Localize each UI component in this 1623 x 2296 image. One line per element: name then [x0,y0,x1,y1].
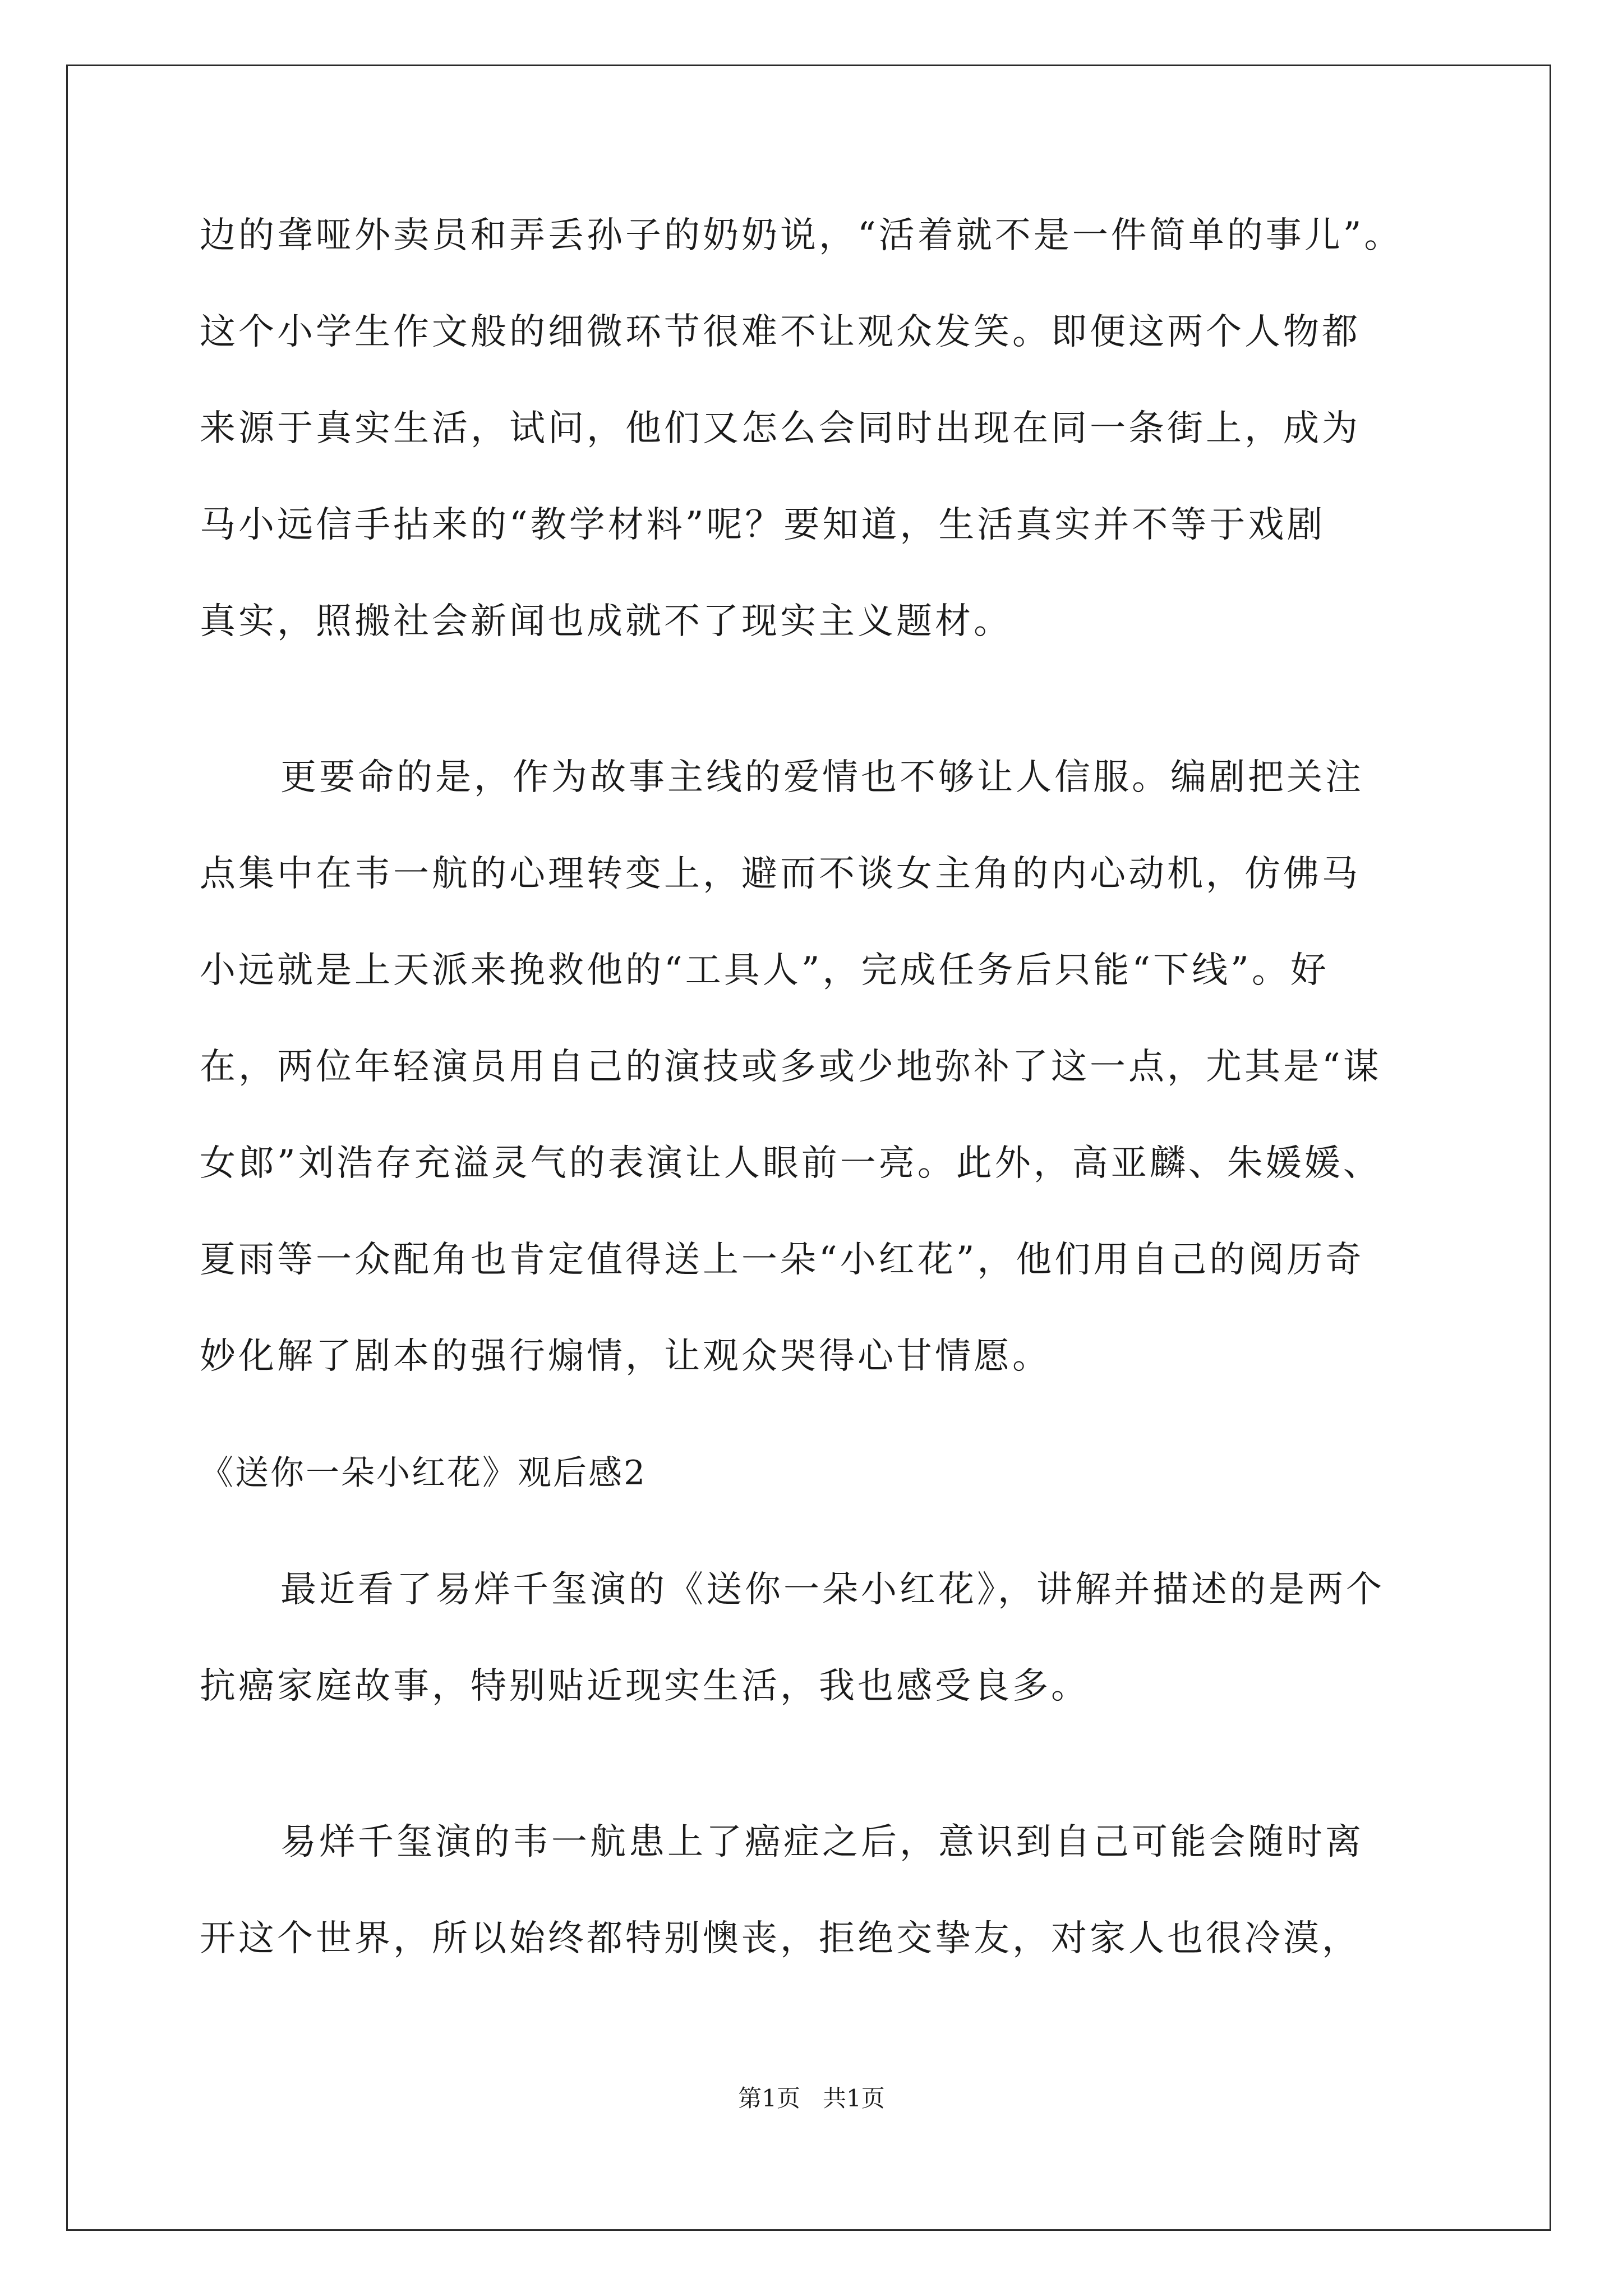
text-line: 开这个世界，所以始终都特别懊丧，拒绝交挚友，对家人也很冷漠， [200,1918,1361,1959]
text-line: 妙化解了剧本的强行煽情，让观众哭得心甘情愿。 [200,1336,1051,1377]
text-line: 夏雨等一众配角也肯定值得送上一朵“小红花”，他们用自己的阅历奇 [200,1239,1364,1281]
text-line: 抗癌家庭故事，特别贴近现实生活，我也感受良多。 [200,1665,1090,1707]
text-line: 在，两位年轻演员用自己的演技或多或少地弥补了这一点，尤其是“谋 [200,1046,1382,1088]
text-line: 真实，照搬社会新闻也成就不了现实主义题材。 [200,601,1012,642]
text-line: 小远就是上天派来挽救他的“工具人”，完成任务后只能“下线”。好 [200,950,1329,991]
paragraph-start-line: 最近看了易烊千玺演的《送你一朵小红花》，讲解并描述的是两个 [280,1569,1385,1611]
text-line: 马小远信手拈来的“教学材料”呢？要知道，生活真实并不等于戏剧 [200,504,1326,546]
text-line: 女郎”刘浩存充溢灵气的表演让人眼前一亮。此外，高亚麟、朱媛媛、 [200,1143,1382,1184]
page-footer: 第1页 共1页 [738,2085,885,2112]
text-line: 来源于真实生活，试问，他们又怎么会同时出现在同一条街上，成为 [200,408,1361,449]
text-line: 这个小学生作文般的细微环节很难不让观众发笑。即便这两个人物都 [200,311,1361,353]
text-line: 点集中在韦一航的心理转变上，避而不谈女主角的内心动机，仿佛马 [200,853,1361,895]
text-line: 边的聋哑外卖员和弄丢孙子的奶奶说，“活着就不是一件简单的事儿”。 [200,215,1403,256]
section-heading: 《送你一朵小红花》观后感2 [200,1453,647,1493]
paragraph-start-line: 易烊千玺演的韦一航患上了癌症之后，意识到自己可能会随时离 [280,1821,1364,1863]
paragraph-start-line: 更要命的是，作为故事主线的爱情也不够让人信服。编剧把关注 [280,757,1364,798]
